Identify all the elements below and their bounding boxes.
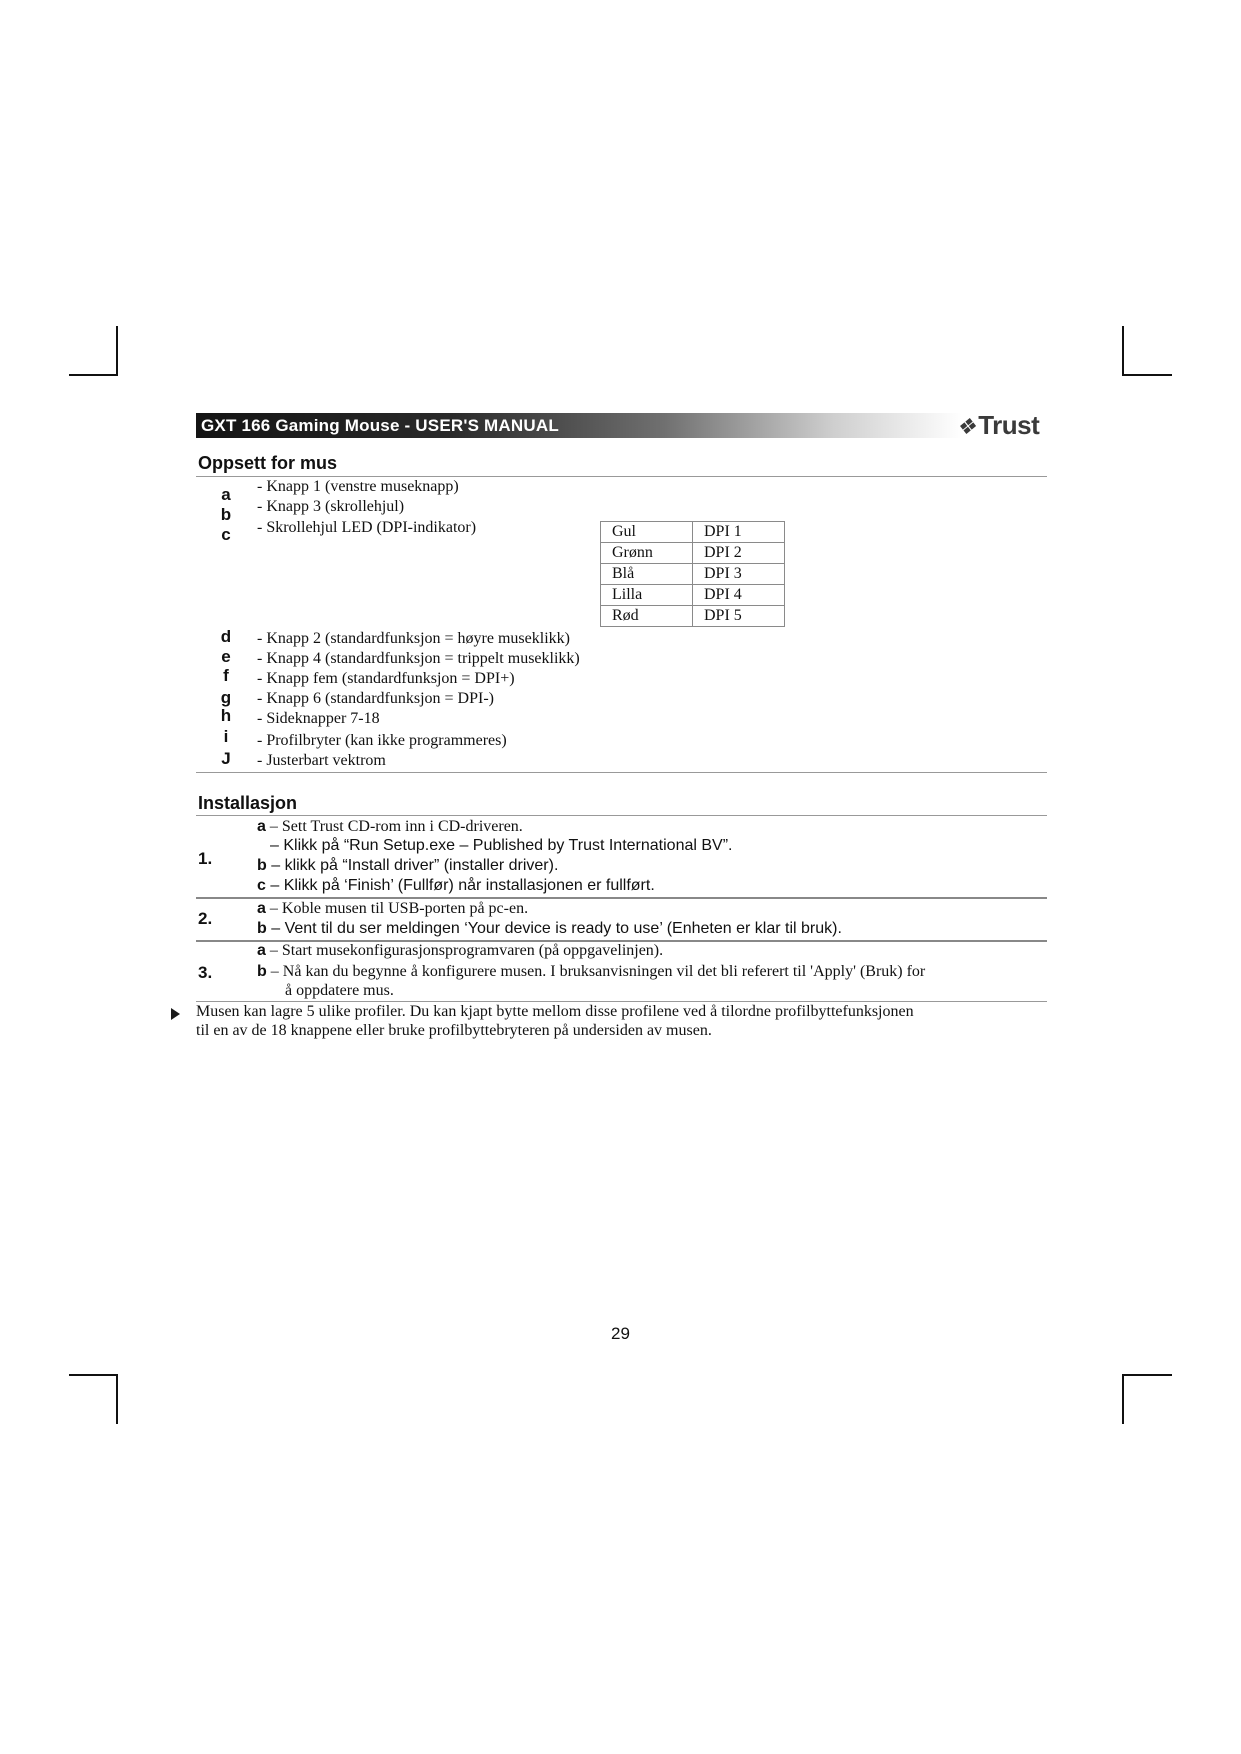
item-letter-j: J: [221, 749, 231, 768]
item-text-d: - Knapp 2 (standardfunksjon = høyre museklikk): [257, 630, 570, 647]
step-text: – Klikk på ‘Finish’ (Fullfør) når installasjonen er fullført.: [265, 877, 655, 894]
setup-bottom-rule: [196, 772, 1047, 773]
table-row: [601, 606, 785, 627]
note-line-1: Musen kan lagre 5 ulike profiler. Du kan kjapt bytte mellom disse profilene ved å tilordne profilbyttefunksjonen: [196, 1003, 914, 1020]
step-1-rule: [196, 897, 1047, 899]
step-3-rule: [196, 1001, 1047, 1002]
step-text: – klikk på “Install driver” (installer driver).: [266, 857, 559, 874]
install-heading-rule: [196, 815, 1047, 816]
install-heading: Installasjon: [198, 793, 298, 813]
item-text-j: - Justerbart vektrom: [257, 752, 386, 769]
item-letter-h: h: [220, 706, 232, 725]
step-label: a: [257, 900, 266, 917]
step-1-line-b: [257, 857, 558, 875]
table-cell-dpi: DPI 3: [693, 564, 785, 585]
crop-mark-top-left-v: [116, 326, 118, 376]
table-cell-color: Gul: [601, 522, 693, 543]
crop-mark-top-left-h: [69, 374, 118, 376]
step-label: a: [257, 818, 266, 835]
item-text-e: - Knapp 4 (standardfunksjon = trippelt museklikk): [257, 650, 580, 667]
step-number-1: 1.: [198, 849, 213, 868]
crop-mark-top-right-v: [1122, 326, 1124, 376]
step-text: – Nå kan du begynne å konfigurere musen. I bruksanvisningen vil det bli referert til 'Apply' (Bruk) for: [266, 963, 926, 980]
item-text-f: - Knapp fem (standardfunksjon = DPI+): [257, 670, 515, 687]
item-letter-e: e: [221, 647, 231, 666]
dpi-color-table: [600, 521, 785, 627]
step-label: b: [257, 857, 267, 874]
table-cell-dpi: DPI 5: [693, 606, 785, 627]
step-1-line-c: [257, 877, 655, 895]
step-number-2: 2.: [198, 909, 213, 928]
item-letter-a: a: [221, 485, 231, 504]
step-2-line-a: [257, 900, 528, 918]
table-cell-color: Grønn: [601, 543, 693, 564]
item-letter-b: b: [220, 505, 232, 524]
step-label: b: [257, 963, 267, 980]
step-1-line-setup: [270, 837, 732, 855]
step-2-line-b: [257, 920, 842, 938]
step-text: – Vent til du ser meldingen ‘Your device is ready to use’ (Enheten er klar til bruk).: [266, 920, 842, 937]
step-label: c: [257, 877, 266, 894]
item-letter-g: g: [220, 688, 232, 707]
note-arrow-icon: [171, 1008, 180, 1020]
table-cell-color: Rød: [601, 606, 693, 627]
table-row: [601, 564, 785, 585]
item-text-a: - Knapp 1 (venstre museknapp): [257, 478, 459, 495]
setup-heading: Oppsett for mus: [198, 453, 338, 473]
table-cell-color: Lilla: [601, 585, 693, 606]
step-3-line-a: [257, 942, 663, 960]
table-cell-color: Blå: [601, 564, 693, 585]
page-number: 29: [611, 1324, 630, 1343]
step-3-line-b: [257, 963, 925, 981]
setup-heading-rule: [196, 476, 1047, 477]
manual-title: GXT 166 Gaming Mouse - USER'S MANUAL: [201, 416, 559, 435]
item-text-h: - Sideknapper 7-18: [257, 710, 380, 727]
table-cell-dpi: DPI 2: [693, 543, 785, 564]
crop-mark-bottom-right-v: [1122, 1374, 1124, 1424]
item-letter-f: f: [223, 666, 229, 685]
table-row: [601, 543, 785, 564]
table-row: [601, 522, 785, 543]
item-text-b: - Knapp 3 (skrollehjul): [257, 498, 405, 515]
table-cell-dpi: DPI 1: [693, 522, 785, 543]
crop-mark-bottom-left-h: [69, 1374, 118, 1376]
note-line-2: til en av de 18 knappene eller bruke profilbyttebryteren på undersiden av musen.: [196, 1022, 712, 1039]
crop-mark-top-right-h: [1122, 374, 1172, 376]
trust-logo-mark-icon: ❖: [955, 414, 980, 439]
item-letter-c: c: [221, 525, 231, 544]
item-text-i: - Profilbryter (kan ikke programmeres): [257, 732, 507, 749]
trust-logo: [955, 410, 1040, 441]
table-row: [601, 585, 785, 606]
step-1-line-a: [257, 818, 523, 836]
step-3-line-cont: [285, 982, 394, 1000]
table-cell-dpi: DPI 4: [693, 585, 785, 606]
trust-logo-text: Trust: [978, 410, 1040, 440]
step-text: – Sett Trust CD-rom inn i CD-driveren.: [265, 818, 523, 835]
step-label: a: [257, 942, 266, 959]
crop-mark-bottom-left-v: [116, 1374, 118, 1424]
step-number-3: 3.: [198, 963, 213, 982]
item-text-c: - Skrollehjul LED (DPI-indikator): [257, 519, 477, 536]
step-text: å oppdatere mus.: [285, 982, 394, 999]
item-letter-i: i: [223, 727, 229, 746]
item-text-g: - Knapp 6 (standardfunksjon = DPI-): [257, 690, 494, 707]
crop-mark-bottom-right-h: [1122, 1374, 1172, 1376]
step-text: – Koble musen til USB-porten på pc-en.: [265, 900, 529, 917]
step-label: b: [257, 920, 267, 937]
step-text: – Klikk på “Run Setup.exe – Published by Trust International BV”.: [270, 837, 733, 854]
step-text: – Start musekonfigurasjonsprogramvaren (på oppgavelinjen).: [265, 942, 664, 959]
item-letter-d: d: [220, 627, 232, 646]
